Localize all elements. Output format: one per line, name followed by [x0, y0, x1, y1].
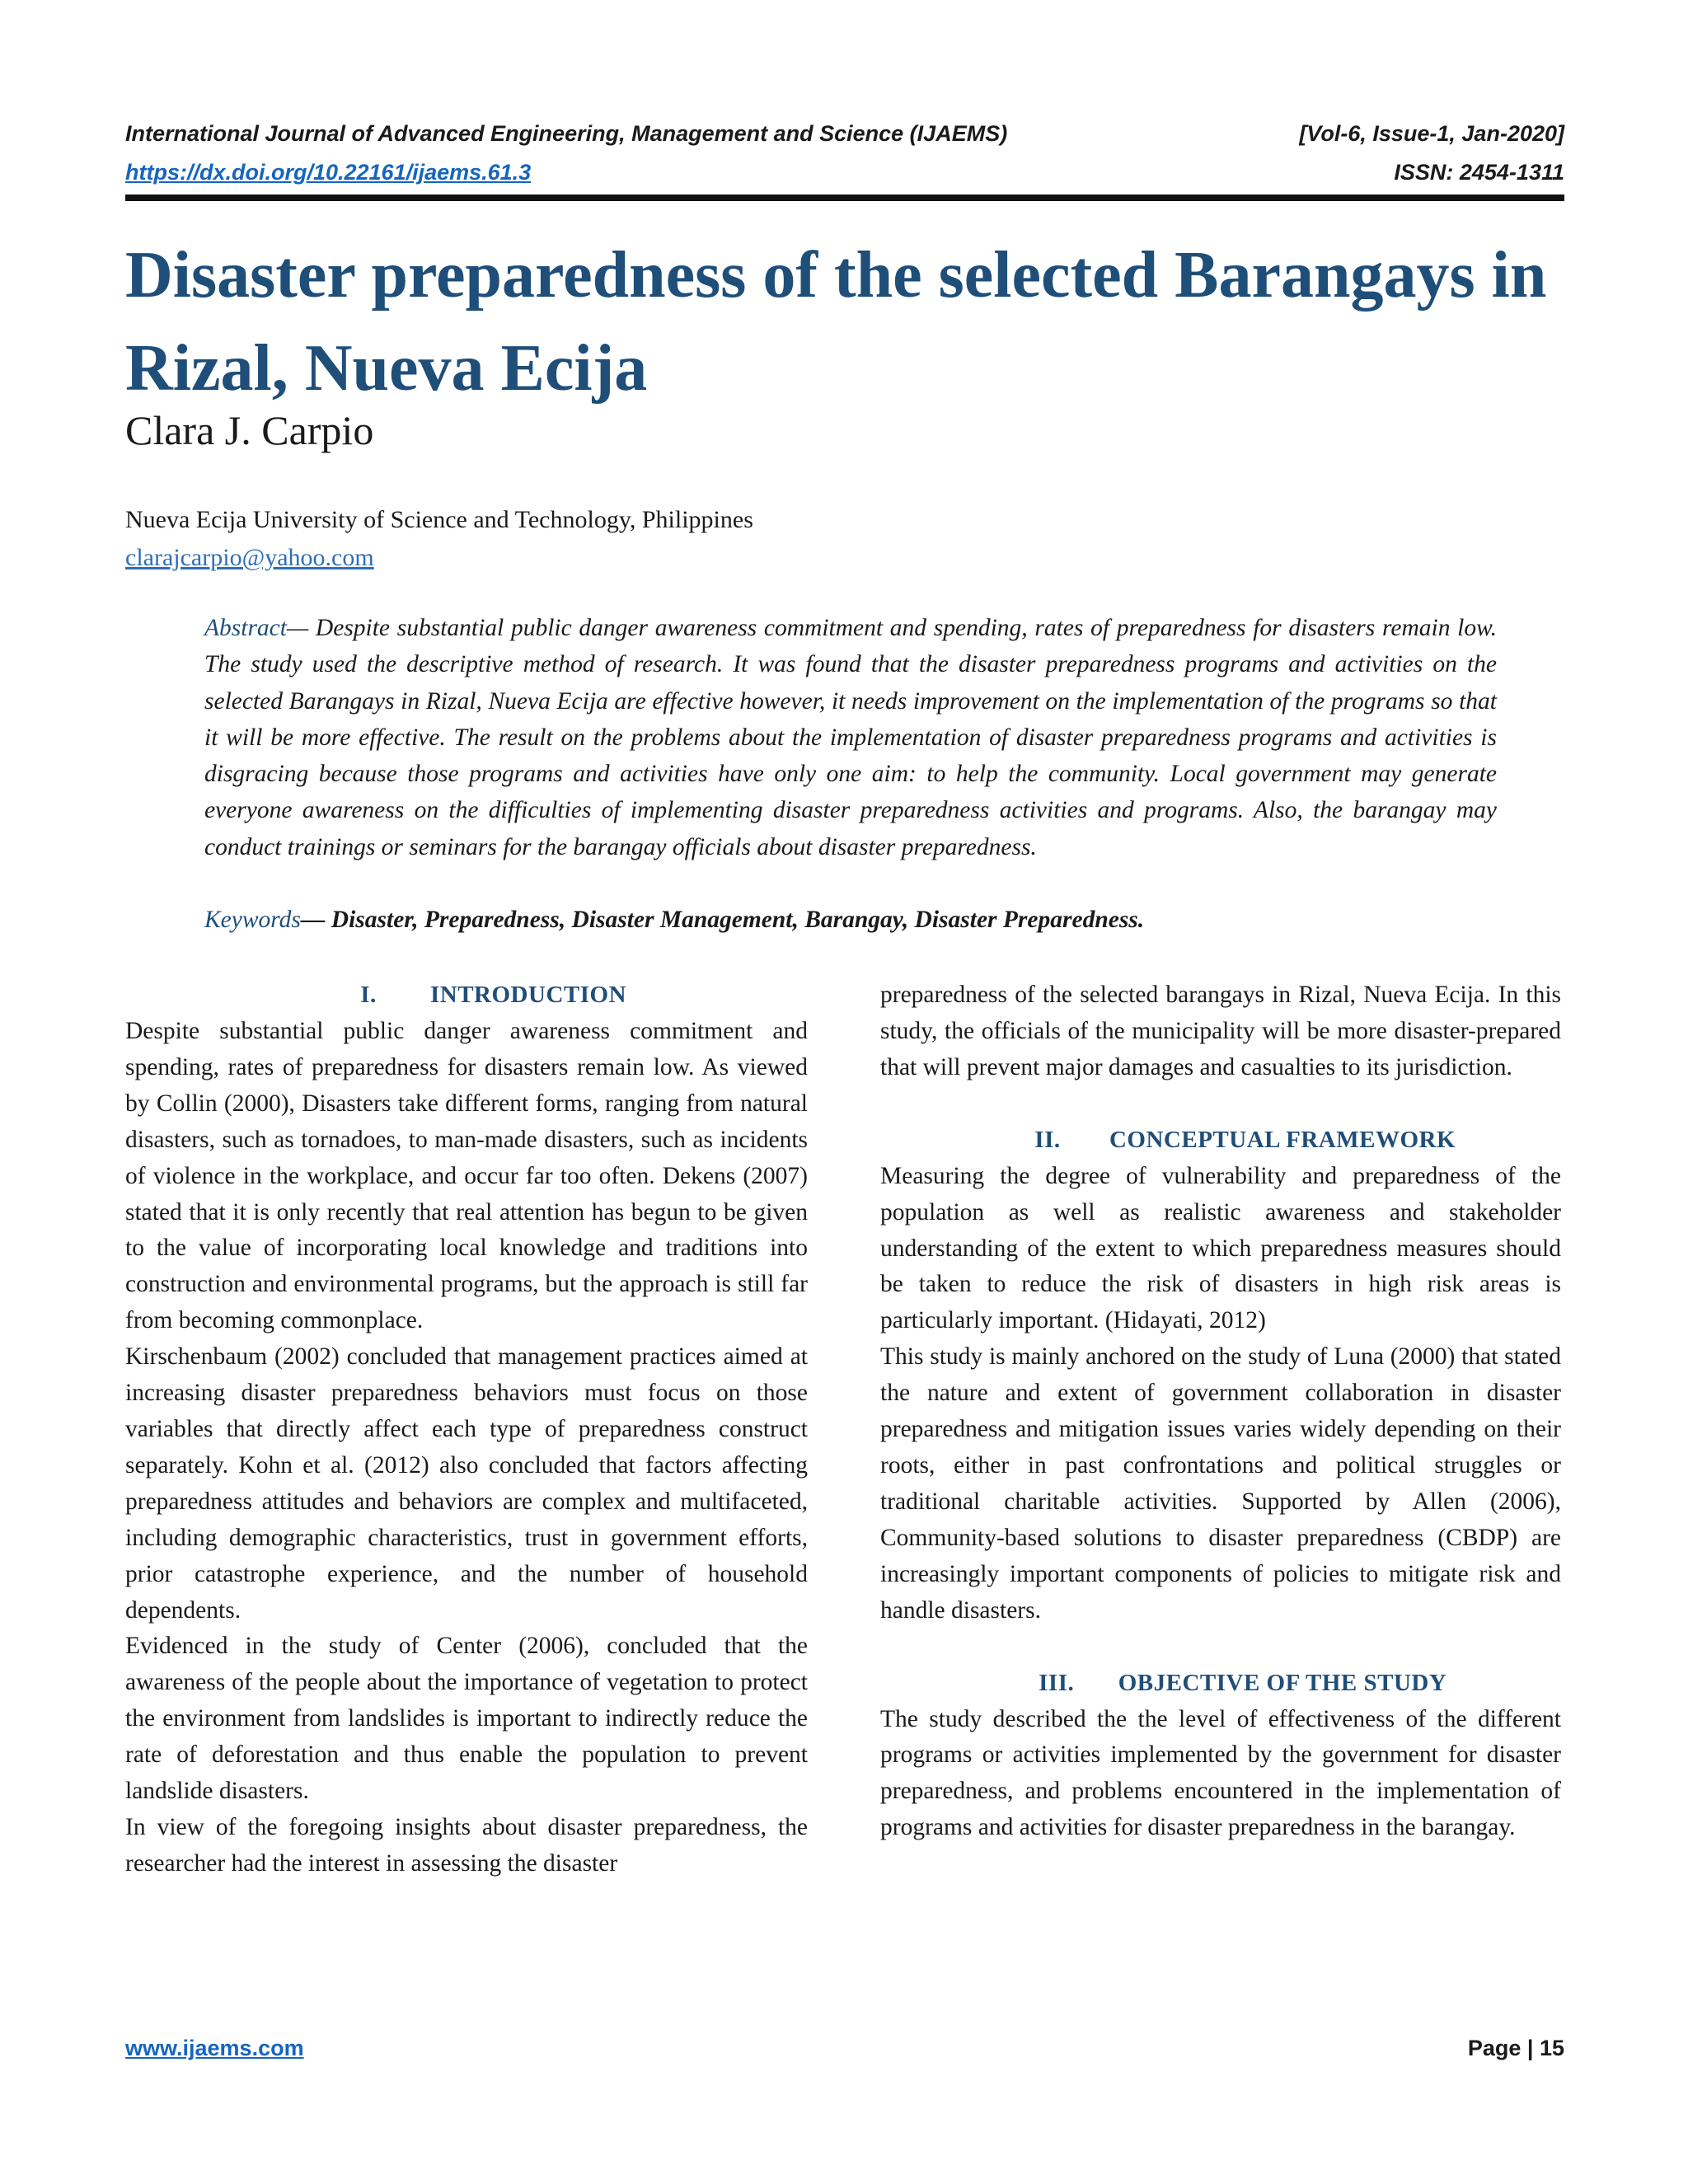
keywords-text: — Disaster, Preparedness, Disaster Management, Barangay, Disaster Preparedness. [300, 907, 1145, 933]
keywords [204, 907, 1144, 934]
section-number: II. [1034, 1126, 1061, 1153]
affiliation: Nueva Ecija University of Science and Technology, Philippines [125, 506, 753, 533]
paper-title: Disaster preparedness of the selected Barangays in Rizal, Nueva Ecija [125, 239, 1547, 405]
section-number: I. [360, 982, 377, 1008]
intro-paragraph-1: Despite substantial public danger awareness commitment and spending, rates of preparedness for disasters remain low. As viewed by Collin (2000), Disasters take different forms, ranging from natural disasters, such as tornadoes, to man-made disasters, such as incidents of violence in the workplace, and occur far too often. Dekens (2007) stated that it is only recently that real attention has begun to be given to the value of incorporating local knowledge and traditions into construction and environmental programs, but the approach is still far from becoming commonplace. [125, 1018, 808, 1334]
left-column [125, 977, 808, 1882]
section-title: CONCEPTUAL FRAMEWORK [1109, 1126, 1456, 1153]
issn: ISSN: 2454-1311 [1394, 160, 1564, 185]
section-title: INTRODUCTION [429, 982, 627, 1008]
running-subheader [125, 160, 1564, 190]
doi-link[interactable]: https://dx.doi.org/10.22161/ijaems.61.3 [125, 160, 532, 185]
author-email[interactable]: clarajcarpio@yahoo.com [125, 544, 374, 571]
abstract-label: Abstract [204, 615, 287, 641]
running-header [125, 121, 1564, 151]
abstract [204, 610, 1497, 865]
intro-paragraph-4: In view of the foregoing insights about disaster preparedness, the researcher had the interest in assessing the disaster [125, 1813, 808, 1877]
intro-paragraph-5: preparedness of the selected barangays in Rizal, Nueva Ecija. In this study, the officials of the municipality will be more disaster-prepared that will prevent major damages and casualties to its jurisdiction. [880, 982, 1561, 1080]
section-heading-objective [880, 1666, 1561, 1702]
objective-paragraph-1: The study described the the level of effectiveness of the different programs or activities implemented by the government for disaster preparedness, and problems encountered in the implementation of programs and activities for disaster preparedness in the barangay. [880, 1705, 1561, 1841]
header-rule [125, 194, 1564, 201]
intro-paragraph-3: Evidenced in the study of Center (2006), concluded that the awareness of the people about the importance of vegetation to protect the environment from landslides is important to indirectly reduce the rate of deforestation and thus enable the population to prevent landslide disasters. [125, 1633, 808, 1805]
page-number: Page | 15 [1467, 2036, 1564, 2060]
framework-paragraph-1: Measuring the degree of vulnerability and preparedness of the population as well as realistic awareness and stakeholder understanding of the extent to which preparedness measures should be taken to reduce the risk of disasters in high risk areas is particularly important. (Hidayati, 2012) [880, 1162, 1561, 1334]
issue-info: [Vol-6, Issue-1, Jan-2020] [1299, 121, 1564, 146]
right-column [880, 977, 1561, 1846]
framework-paragraph-2: This study is mainly anchored on the study of Luna (2000) that stated the nature and extent of government collaboration in disaster preparedness and mitigation issues varies widely depending on their roots, either in past confrontations and political struggles or traditional charitable activities. Supported by Allen (2006), Community-based solutions to disaster preparedness (CBDP) are increasingly important components of policies to mitigate risk and handle disasters. [880, 1343, 1561, 1624]
footer-site-link[interactable]: www.ijaems.com [125, 2036, 304, 2060]
abstract-text: — Despite substantial public danger awareness commitment and spending, rates of preparedness for disasters remain low. The study used the descriptive method of research. It was found that the disaster preparedness programs and activities on the selected Barangays in Rizal, Nueva Ecija are effective however, it needs improvement on the implementation of the programs so that it will be more effective. The result on the problems about the implementation of disaster preparedness programs and activities is disgracing because those programs and activities have only one aim: to help the community. Local government may generate everyone awareness on the difficulties of implementing disaster preparedness activities and programs. Also, the barangay may conduct trainings or seminars for the barangay officials about disaster preparedness. [204, 615, 1497, 860]
section-heading-framework [880, 1122, 1561, 1159]
section-heading-introduction [125, 977, 808, 1014]
section-title: OBJECTIVE OF THE STUDY [1118, 1669, 1447, 1696]
keywords-label: Keywords [204, 907, 301, 933]
journal-name: International Journal of Advanced Engineering, Management and Science (IJAEMS) [125, 121, 1008, 146]
author-name: Clara J. Carpio [125, 407, 374, 453]
intro-paragraph-2: Kirschenbaum (2002) concluded that management practices aimed at increasing disaster preparedness behaviors must focus on those variables that directly affect each type of preparedness construct separately. Kohn et al. (2012) also concluded that factors affecting preparedness attitudes and behaviors are complex and multifaceted, including demographic characteristics, trust in government efforts, prior catastrophe experience, and the number of household dependents. [125, 1343, 808, 1624]
section-number: III. [1039, 1669, 1075, 1696]
